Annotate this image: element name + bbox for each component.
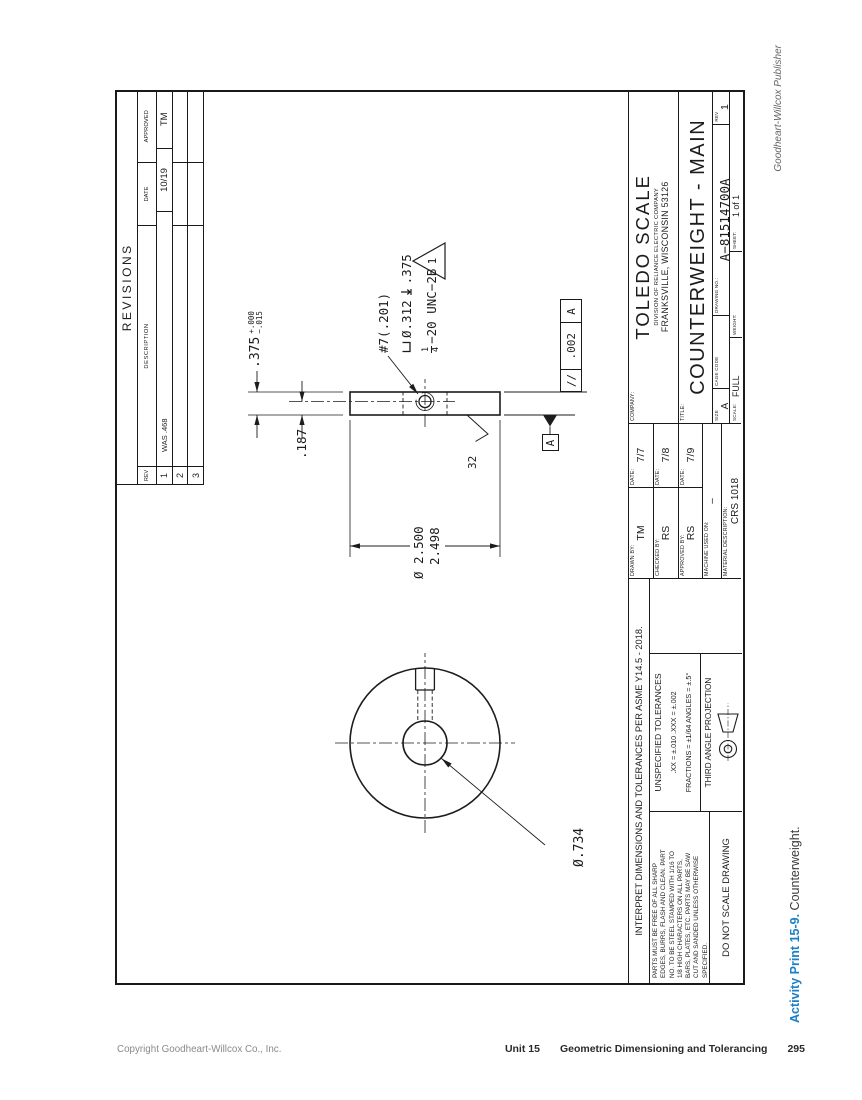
offset-dim-text: .187	[294, 428, 309, 459]
parts-note-line: BARS, PLATES, ETC. PARTS MAY BE SAW	[685, 852, 693, 978]
approved-by-cell	[679, 488, 702, 578]
revision-rev: 1	[157, 466, 172, 484]
surface-finish-value: 32	[466, 455, 479, 469]
checked-by-value: RS	[660, 525, 672, 541]
unspecified-tolerances-cell	[650, 654, 701, 811]
cage-code-label: CAGE CODE	[714, 356, 719, 386]
datum-triangle	[543, 415, 557, 427]
cage-code-cell	[713, 315, 729, 388]
parts-note-line: SPECIFIED.	[701, 943, 709, 978]
drawing-no-label: DRAWING NO.:	[714, 277, 719, 313]
thread-callout	[422, 269, 441, 353]
thickness-value: .375	[248, 336, 264, 368]
revisions-header-approved: APPROVED	[144, 110, 150, 143]
revision-date: 10/19	[157, 148, 172, 211]
drawn-by-row	[629, 424, 654, 578]
revision-flag-number: 1	[426, 257, 439, 265]
approved-by-row	[679, 424, 703, 578]
thickness-extension-lines	[248, 392, 343, 415]
revision-row-2	[173, 91, 189, 484]
checked-date-label: DATE:	[655, 468, 661, 485]
title-cell	[679, 91, 713, 423]
title-block	[628, 91, 741, 423]
parallelism-symbol: //	[560, 369, 582, 392]
revision-date	[173, 162, 188, 225]
thread-fraction-numerator: 1	[421, 346, 431, 352]
parts-note-line: 1/8 HIGH CHARACTERS ON ALL PARTS,	[676, 859, 684, 978]
drawing-sheet	[115, 90, 745, 985]
machine-label: MACHINE USED ON:	[704, 521, 710, 576]
interpret-note: INTERPRET DIMENSIONS AND TOLERANCES PER ASME Y14.5 - 2018.	[629, 579, 650, 983]
feature-control-frame	[560, 299, 582, 392]
drawing-title: COUNTERWEIGHT - MAIN	[687, 118, 709, 395]
rotated-figure-block	[115, 25, 815, 1025]
footer-section: Geometric Dimensioning and Tolerancing	[559, 1043, 768, 1055]
checked-by-row	[654, 424, 679, 578]
drill-callout: #7(.201)	[376, 292, 391, 353]
thickness-plus: +.000	[247, 311, 256, 334]
counterbore-callout	[399, 254, 414, 353]
checked-by-label: CHECKED BY:	[655, 538, 661, 576]
machine-value: –	[706, 498, 718, 504]
revision-rev: 3	[188, 466, 204, 484]
front-view-centerlines	[335, 653, 515, 833]
weight-label: WEIGHT:	[732, 314, 737, 335]
revisions-title: REVISIONS	[117, 91, 138, 484]
parts-note	[650, 812, 710, 983]
bore-dim-text: Ø.734	[572, 827, 587, 867]
parts-note-line: EDGES, BURRS, FLASH AND CLEAN. PART	[660, 849, 668, 978]
tolerance-line-1: .XX = ±.010 .XXX = ±.002	[669, 691, 678, 774]
counterbore-depth: .375	[399, 254, 414, 285]
parts-note-line: NO. TO BE STEEL STAMPED WITH 1/16 TO	[668, 851, 676, 978]
do-not-scale-note: DO NOT SCALE DRAWING	[720, 838, 732, 957]
size-label: SIZE	[714, 409, 719, 421]
drawn-by-cell	[629, 488, 653, 578]
checked-date-cell	[654, 423, 678, 488]
third-angle-cell	[701, 654, 742, 811]
material-value: CRS 1018	[729, 477, 741, 525]
revision-row-1	[157, 91, 173, 484]
rev-label: REV	[714, 111, 719, 122]
unspecified-tolerances-title: UNSPECIFIED TOLERANCES	[653, 673, 663, 792]
weight-cell	[730, 251, 742, 337]
material-label: MATERIAL DESCRIPTION:	[723, 506, 729, 576]
footer-right	[505, 1043, 805, 1055]
drawn-by-value: TM	[635, 525, 647, 541]
caption-lead: Activity Print 15-9.	[788, 913, 802, 1023]
fcf-tolerance: .002	[560, 322, 582, 370]
checked-date-value: 7/8	[660, 447, 672, 463]
drawn-date-value: 7/7	[635, 447, 647, 463]
sheet-value: 1 of 1	[731, 194, 742, 217]
counterbore-icon	[402, 341, 412, 353]
third-angle-symbol-wrap	[715, 654, 741, 811]
scale-cell	[730, 337, 742, 423]
footer-copyright: Copyright Goodheart-Willcox Co., Inc.	[117, 1044, 282, 1055]
thickness-dim-text	[248, 311, 264, 368]
drawn-by-label: DRAWN BY:	[630, 544, 636, 576]
fcf-datum-ref: A	[560, 299, 582, 323]
thickness-tolerance	[248, 311, 264, 334]
revision-approved: TM	[158, 112, 170, 127]
size-value: A	[719, 402, 731, 410]
parts-note-column	[650, 811, 742, 983]
drawn-date-cell	[629, 423, 653, 488]
diameter-upper: Ø 2.500	[411, 526, 426, 579]
scale-label: SCALE:	[732, 403, 737, 421]
revision-approved	[188, 91, 204, 162]
approved-date-label: DATE:	[680, 468, 686, 485]
company-label: COMPANY:	[630, 391, 636, 421]
notes-block	[628, 578, 741, 983]
sign-off-block	[628, 423, 741, 578]
revision-row-3	[188, 91, 204, 484]
surface-finish-check	[467, 415, 488, 442]
drawing-no-value: A−81514700A	[716, 178, 732, 262]
revision-description: WAS .468	[157, 211, 172, 466]
material-row	[722, 424, 742, 578]
thread-fraction-denominator: 4	[431, 346, 441, 352]
approved-by-value: RS	[684, 525, 697, 541]
revisions-header-date: DATE	[138, 162, 156, 225]
company-division: DIVISION OF RELIANCE ELECTRIC COMPANY	[654, 188, 660, 326]
revision-date	[188, 162, 204, 225]
datum-label-box: A	[542, 435, 559, 452]
revision-approved	[173, 91, 188, 162]
approved-date-cell	[679, 423, 702, 488]
company-name: TOLEDO SCALE	[632, 174, 653, 340]
offset-dim-arrows	[299, 392, 304, 426]
footer-unit: Unit 15	[504, 1043, 540, 1055]
thickness-dim-arrows	[254, 382, 259, 425]
diameter-dim-text	[410, 523, 445, 582]
revisions-header-description: DESCRIPTION	[138, 225, 156, 466]
counterbore-diameter: Ø.312	[399, 300, 414, 338]
scale-row	[730, 91, 742, 423]
machine-row	[703, 424, 722, 578]
diameter-lower: 2.498	[427, 527, 443, 565]
thickness-minus: −.015	[254, 311, 264, 334]
revision-description	[173, 225, 188, 466]
company-cell	[629, 91, 679, 423]
third-angle-label: THIRD ANGLE PROJECTION	[703, 677, 713, 788]
third-angle-projection-icon	[715, 701, 741, 765]
drawing-no-cell	[713, 124, 732, 315]
size-row	[713, 91, 730, 423]
approved-date-value: 7/9	[684, 447, 697, 463]
tolerances-column	[650, 653, 742, 811]
bore-leader-line	[442, 759, 546, 846]
size-cell	[713, 388, 729, 423]
notes-empty-cell	[650, 578, 742, 653]
rev-value: 1	[719, 104, 731, 111]
depth-icon	[400, 287, 413, 297]
parts-note-line: CUT AND SANDED UNLESS OTHERWISE	[693, 855, 701, 978]
parts-note-line: PARTS MUST BE FREE OF ALL SHARP	[652, 863, 659, 978]
company-address: FRANKSVILLE, WISCONSIN 53126	[660, 181, 670, 333]
publisher-credit: Goodheart-Willcox Publisher	[773, 45, 784, 172]
thread-fraction	[422, 346, 441, 353]
figure-caption	[788, 826, 802, 1023]
revision-description	[188, 225, 204, 466]
sheet-cell	[730, 91, 742, 251]
revisions-header-rev: REV	[138, 466, 156, 484]
rev-cell	[713, 91, 729, 124]
revisions-table	[117, 91, 204, 485]
revision-rev: 2	[173, 466, 188, 484]
tolerance-line-2: FRACTIONS = ±1/64 ANGLES = ±.5°	[683, 672, 693, 793]
scale-value: FULL	[731, 375, 742, 397]
thread-spec: −20 UNC−2B	[423, 268, 439, 344]
revisions-header-row	[138, 91, 157, 484]
drawn-date-label: DATE:	[630, 468, 636, 485]
footer-page-number: 295	[787, 1043, 805, 1055]
approved-by-label: APPROVED BY:	[680, 534, 686, 576]
checked-by-cell	[654, 488, 678, 578]
sheet-label: SHEET:	[732, 231, 737, 249]
caption-text: Counterweight.	[788, 826, 802, 911]
title-label: TITLE:	[680, 403, 686, 421]
